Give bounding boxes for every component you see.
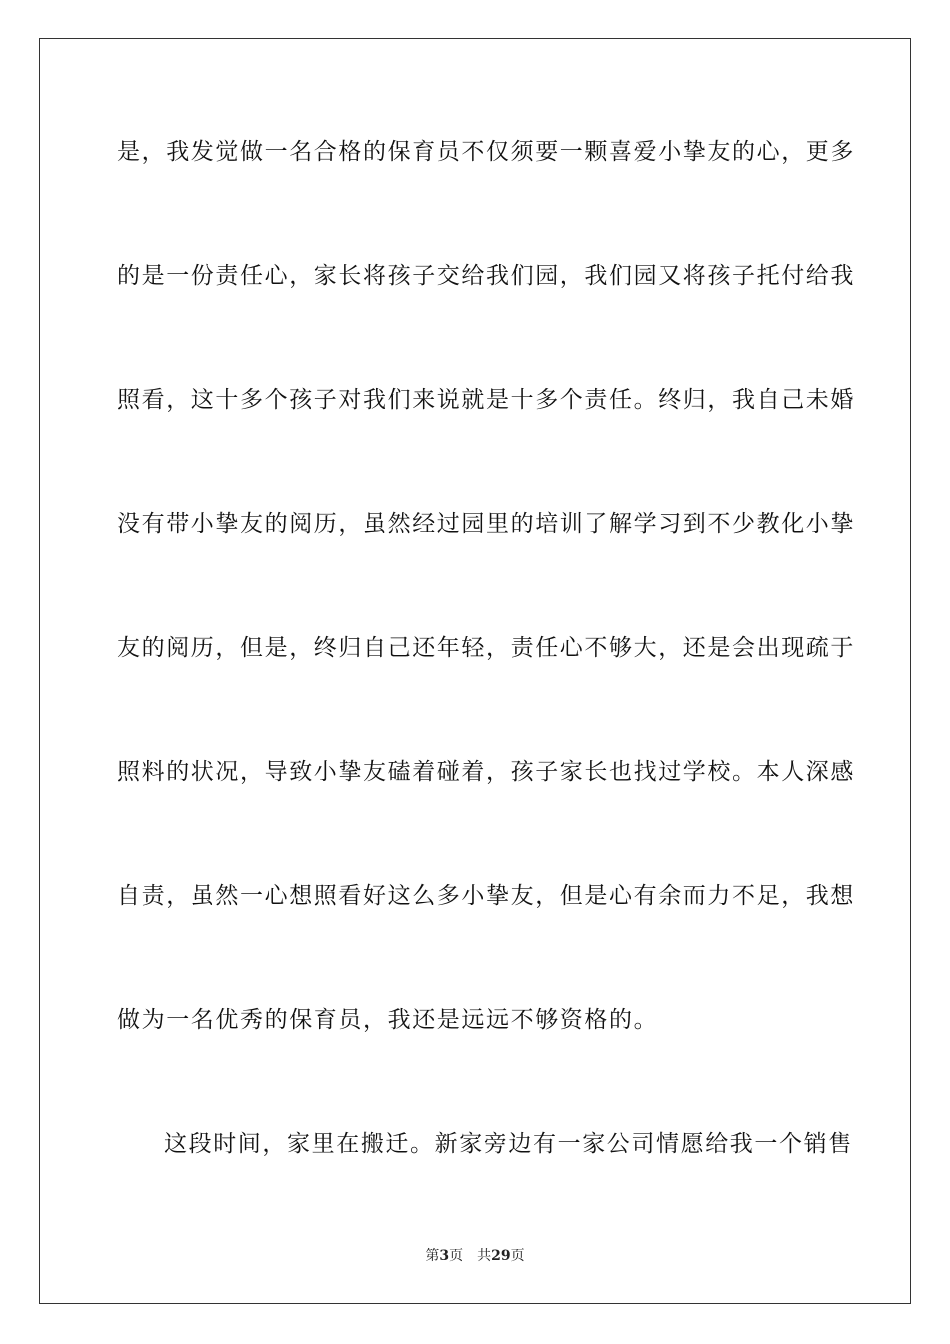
body-text-line-4: 没有带小挚友的阅历，虽然经过园里的培训了解学习到不少教化小挚	[117, 511, 855, 537]
body-text-line-3: 照看，这十多个孩子对我们来说就是十多个责任。终归，我自己未婚	[117, 387, 855, 413]
body-text-line-5: 友的阅历，但是，终归自己还年轻，责任心不够大，还是会出现疏于	[117, 635, 855, 661]
page-border	[39, 38, 911, 1304]
footer-total-suffix: 页	[510, 1248, 525, 1264]
body-text-line-7: 自责，虽然一心想照看好这么多小挚友，但是心有余而力不足，我想	[117, 883, 855, 909]
body-text-line-8: 做为一名优秀的保育员，我还是远远不够资格的。	[117, 1007, 659, 1033]
page-footer	[0, 1247, 950, 1265]
body-text-line-1: 是，我发觉做一名合格的保育员不仅须要一颗喜爱小挚友的心，更多	[117, 139, 855, 165]
footer-total-pages: 29	[491, 1248, 511, 1264]
footer-page-suffix: 页	[449, 1248, 464, 1264]
body-text-line-9: 这段时间，家里在搬迁。新家旁边有一家公司情愿给我一个销售	[164, 1131, 853, 1157]
footer-total-prefix: 共	[477, 1248, 492, 1264]
footer-page-number: 3	[439, 1248, 450, 1264]
body-text-line-6: 照料的状况，导致小挚友磕着碰着，孩子家长也找过学校。本人深感	[117, 759, 855, 785]
body-text-line-2: 的是一份责任心，家长将孩子交给我们园，我们园又将孩子托付给我	[117, 263, 855, 289]
footer-page-prefix: 第	[425, 1248, 440, 1264]
